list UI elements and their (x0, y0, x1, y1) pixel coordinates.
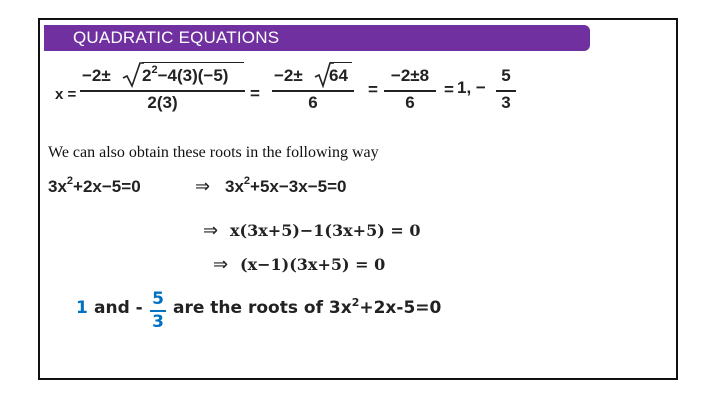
f1-den: 2(3) (147, 93, 178, 112)
conclusion-frac-den: 3 (152, 312, 164, 332)
step-1-rest: +2x−5=0 (73, 177, 141, 196)
f1-root-body: 2 (142, 66, 152, 85)
conclusion-tail-text: are the roots of 3x (173, 298, 352, 318)
formula-fraction-1 (80, 62, 245, 122)
f4-den: 3 (501, 93, 511, 112)
conclusion-frac-num: 5 (152, 289, 164, 309)
implies-icon: ⇒ (213, 254, 229, 275)
conclusion-root-1: 1 (76, 298, 88, 318)
f1-root-tail: −4(3)(−5) (157, 66, 229, 85)
conclusion-tail-exp: 2 (351, 296, 360, 309)
slide-title: QUADRATIC EQUATIONS (73, 28, 280, 47)
implies-icon: ⇒ (195, 176, 211, 197)
formula-fraction-4 (496, 64, 516, 120)
sqrt-symbol-icon (122, 62, 144, 88)
step-1-expanded (225, 177, 347, 197)
step-2-equation: x(3x+5)−1(3x+5) = 0 (230, 221, 421, 240)
formula-fraction-3 (384, 64, 436, 120)
step-3-equation: (x−1)(3x+5) = 0 (240, 255, 386, 274)
step-1-exp: 2 (66, 175, 74, 187)
f2-den: 6 (308, 93, 318, 112)
f3-num: −2±8 (390, 66, 430, 85)
equals-3: = (444, 80, 454, 99)
conclusion-fraction (150, 289, 166, 335)
step-1-expanded-term: 3x (225, 177, 244, 196)
equals-1: = (250, 84, 260, 103)
conclusion-tail-end: +2x-5=0 (359, 298, 442, 318)
implies-icon: ⇒ (203, 220, 219, 241)
f1-root-exp: 2 (151, 64, 158, 76)
step-1-term: 3x (48, 177, 67, 196)
equals-2: = (368, 80, 378, 99)
intro-text: We can also obtain these roots in the following way (48, 144, 379, 161)
banner-notch (40, 25, 44, 51)
f3-den: 6 (405, 93, 415, 112)
f2-root-body: 64 (329, 66, 348, 85)
formula-result: 1, − (457, 78, 486, 97)
conclusion-and: and - (94, 298, 143, 318)
f1-num-a: −2± (82, 66, 111, 85)
conclusion-tail (173, 298, 441, 318)
step-1-equation (48, 177, 141, 197)
f2-num-a: −2± (274, 66, 303, 85)
f4-num: 5 (501, 66, 511, 85)
formula-lhs: x = (55, 86, 77, 103)
step-1-expanded-rest: +5x−3x−5=0 (250, 177, 347, 196)
step-1-expanded-exp: 2 (243, 175, 251, 187)
formula-fraction-2 (272, 62, 354, 122)
